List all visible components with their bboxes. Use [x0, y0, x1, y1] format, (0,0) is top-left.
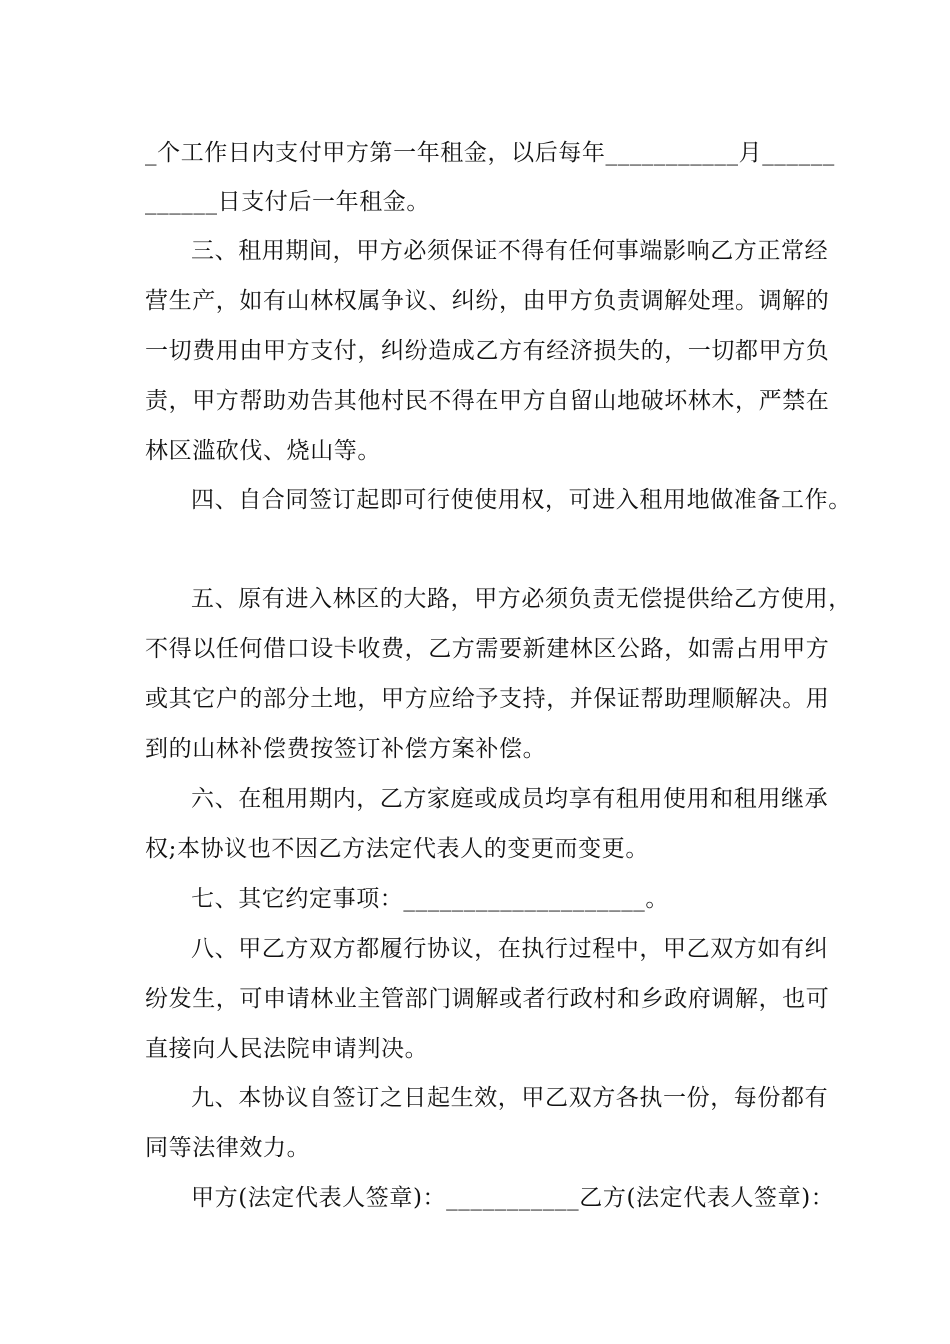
- clause-5-line-4: 到的山林补偿费按签订补偿方案补偿。: [145, 736, 547, 762]
- clause-8-line-3: 直接向人民法院申请判决。: [145, 1036, 429, 1062]
- clause-3-line-2: 营生产，如有山林权属争议、纠纷，由甲方负责调解处理。调解的: [145, 288, 830, 314]
- clause-8-line-1: 八、甲乙方双方都履行协议，在执行过程中，甲乙双方如有纠: [191, 936, 829, 962]
- text-line-rent-payment-cont: ______日支付后一年租金。: [145, 189, 430, 215]
- clause-8-line-2: 纷发生，可申请林业主管部门调解或者行政村和乡政府调解，也可: [145, 986, 830, 1012]
- clause-7-line-1: 七、其它约定事项：____________________。: [191, 886, 669, 912]
- clause-3-line-3: 一切费用由甲方支付，纠纷造成乙方有经济损失的，一切都甲方负: [145, 338, 830, 364]
- clause-3-line-4: 责，甲方帮助劝告其他村民不得在甲方自留山地破坏林木，严禁在: [145, 388, 830, 414]
- signature-line: 甲方(法定代表人签章)：___________乙方(法定代表人签章)：: [191, 1185, 835, 1211]
- clause-5-line-3: 或其它户的部分土地，甲方应给予支持，并保证帮助理顺解决。用: [145, 686, 830, 712]
- clause-5-line-1: 五、原有进入林区的大路，甲方必须负责无偿提供给乙方使用，: [191, 586, 852, 612]
- text-line-rent-payment: _个工作日内支付甲方第一年租金，以后每年___________月______: [145, 140, 835, 166]
- clause-9-line-1: 九、本协议自签订之日起生效，甲乙双方各执一份，每份都有: [191, 1085, 829, 1111]
- clause-9-line-2: 同等法律效力。: [145, 1135, 311, 1161]
- clause-6-line-1: 六、在租用期内，乙方家庭或成员均享有租用使用和租用继承: [191, 786, 829, 812]
- clause-5-line-2: 不得以任何借口设卡收费，乙方需要新建林区公路，如需占用甲方: [145, 636, 830, 662]
- clause-4-line-1: 四、自合同签订起即可行使使用权，可进入租用地做准备工作。: [191, 487, 852, 513]
- clause-6-line-2: 权;本协议也不因乙方法定代表人的变更而变更。: [145, 836, 649, 862]
- clause-3-line-1: 三、租用期间，甲方必须保证不得有任何事端影响乙方正常经: [191, 238, 829, 264]
- clause-3-line-5: 林区滥砍伐、烧山等。: [145, 438, 381, 464]
